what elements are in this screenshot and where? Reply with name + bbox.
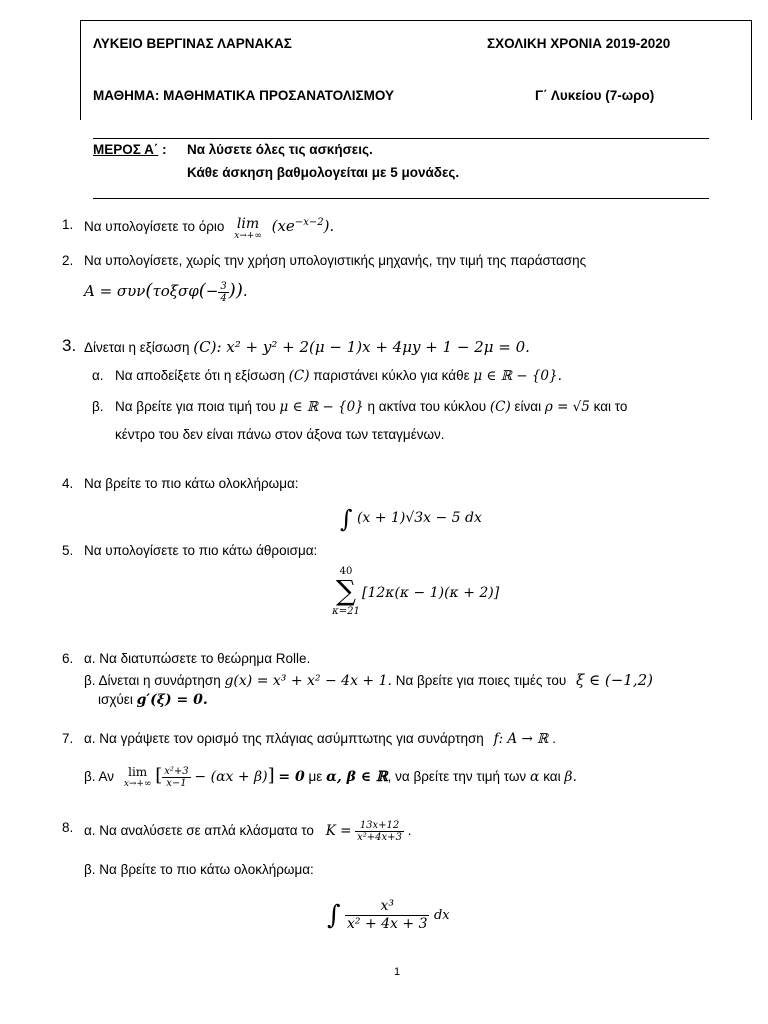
q7b-math5: β. bbox=[564, 769, 577, 785]
q3a-label: α. bbox=[92, 368, 104, 383]
q4-expr: (x + 1)√3x − 5 dx bbox=[356, 510, 482, 526]
q3b-text2: η ακτίνα του κύκλου bbox=[367, 399, 487, 414]
q8-number: 8. bbox=[62, 820, 74, 835]
q1-limit bbox=[234, 217, 262, 241]
q3-number: 3. bbox=[62, 336, 77, 355]
q8b-fraction bbox=[345, 898, 429, 933]
q3b-text4: και το bbox=[593, 399, 628, 414]
q2-paren-open: ( bbox=[145, 280, 153, 301]
q1-text: Να υπολογίσετε το όριο bbox=[84, 219, 225, 234]
bottom-rule bbox=[93, 198, 709, 199]
q7b-text1: β. Αν bbox=[84, 769, 115, 784]
q7b-lim-sub: x→+∞ bbox=[123, 779, 152, 789]
header-box bbox=[80, 20, 752, 120]
q5-number: 5. bbox=[62, 543, 74, 558]
q3b-math2: (C) bbox=[489, 399, 511, 415]
q7a-text: α. Να γράψετε τον ορισμό της πλάγιας ασύμπτωτης για συνάρτηση bbox=[84, 731, 484, 746]
q7b-text3: , να βρείτε την τιμή των bbox=[387, 769, 527, 784]
q3a-math1: (C) bbox=[288, 368, 310, 384]
q1-lim-sub: x→+∞ bbox=[234, 231, 262, 241]
q1-number: 1. bbox=[62, 217, 74, 232]
q7b-bracket-close: ] bbox=[267, 765, 275, 786]
q7b-text4: και bbox=[543, 769, 561, 784]
q3b-label: β. bbox=[92, 399, 104, 414]
q5-sum-upper: 40 bbox=[339, 566, 353, 577]
top-rule bbox=[93, 138, 709, 139]
q6b-math2: ξ ∈ (−1,2) bbox=[575, 671, 654, 689]
q7b-text2: με bbox=[308, 769, 323, 784]
q2-fraction bbox=[218, 281, 228, 304]
q8a-fraction bbox=[355, 820, 404, 843]
q1-lim: lim bbox=[236, 216, 260, 232]
q7-number: 7. bbox=[62, 731, 74, 746]
q1-expr-base: (xe bbox=[271, 217, 295, 235]
q2-lhs: A = συν bbox=[84, 282, 146, 300]
q3b-text3: είναι bbox=[514, 399, 542, 414]
q7b-math1: − (αx + β) bbox=[194, 769, 268, 785]
q7b-frac-den: x−1 bbox=[166, 777, 187, 789]
q3a bbox=[115, 368, 562, 384]
q5-expr: [12κ(κ − 1)(κ + 2)] bbox=[362, 585, 500, 601]
q4-integral-expr bbox=[340, 505, 482, 533]
q7b-math4: α bbox=[529, 769, 540, 785]
q3b-math1: μ ∈ ℝ − {0} bbox=[279, 399, 364, 415]
q7b-lim: lim bbox=[128, 765, 148, 779]
q3b-line2: κέντρο του δεν είναι πάνω στον άξονα των τεταγμένων. bbox=[115, 427, 445, 442]
q6b-text2: Να βρείτε για ποιες τιμές του bbox=[395, 673, 567, 688]
question-1 bbox=[84, 217, 334, 241]
grade: Γ΄ Λυκείου (7-ωρο) bbox=[535, 88, 655, 103]
q8b: β. Να βρείτε το πιο κάτω ολοκλήρωμα: bbox=[84, 862, 314, 877]
q3b-text1: Να βρείτε για ποια τιμή του bbox=[115, 399, 276, 414]
q8a-frac-den: x²+4x+3 bbox=[357, 832, 402, 843]
q2-inner: τοξσφ bbox=[152, 282, 199, 300]
q7b-bracket-open: [ bbox=[155, 765, 163, 786]
part-heading bbox=[93, 142, 167, 157]
q7a bbox=[84, 731, 556, 747]
q6b-text1: β. Δίνεται η συνάρτηση bbox=[84, 673, 221, 688]
q5-sum-lower: κ=21 bbox=[332, 606, 360, 617]
q7b-frac-num: x²+3 bbox=[164, 765, 189, 777]
q2-close: . bbox=[242, 282, 248, 300]
integral-icon: ∫ bbox=[340, 505, 353, 533]
q8b-frac-den: x² + 4x + 3 bbox=[347, 916, 428, 932]
q2-frac-num: 3 bbox=[220, 280, 227, 292]
q2-text: Να υπολογίσετε, χωρίς την χρήση υπολογιστικής μηχανής, την τιμή της παράστασης bbox=[84, 253, 587, 268]
q6b bbox=[84, 671, 653, 689]
part-label: ΜΕΡΟΣ Α΄ bbox=[93, 142, 159, 157]
q8a-lhs: K = bbox=[325, 823, 352, 840]
q2-paren2-close: ) bbox=[228, 280, 236, 301]
q7a-end: . bbox=[552, 731, 557, 746]
q3a-math2: μ ∈ ℝ − {0}. bbox=[473, 368, 562, 384]
q5-text: Να υπολογίσετε το πιο κάτω άθροισμα: bbox=[84, 543, 318, 558]
q8b-dx: dx bbox=[433, 908, 450, 923]
q4-text: Να βρείτε το πιο κάτω ολοκλήρωμα: bbox=[84, 476, 299, 491]
q3b bbox=[115, 399, 627, 415]
q7b-math2: = 0 bbox=[278, 769, 305, 785]
page-number: 1 bbox=[394, 966, 401, 978]
q2-frac-den: 4 bbox=[220, 292, 227, 304]
q3b-math3: ρ = √5 bbox=[544, 399, 590, 415]
sigma-icon: ∑ bbox=[336, 574, 356, 607]
school-year: ΣΧΟΛΙΚΗ ΧΡΟΝΙΑ 2019-2020 bbox=[487, 36, 671, 51]
q7b bbox=[84, 765, 577, 789]
q6b-line2 bbox=[98, 692, 208, 708]
q6-number: 6. bbox=[62, 651, 74, 666]
q2-paren-close: ) bbox=[235, 280, 243, 301]
q6b-math1: g(x) = x³ + x² − 4x + 1. bbox=[224, 673, 392, 689]
q3a-text2: παριστάνει κύκλο για κάθε bbox=[313, 368, 470, 383]
q7b-limit bbox=[124, 765, 152, 789]
q1-close: ). bbox=[323, 217, 335, 235]
part-colon: : bbox=[158, 142, 167, 157]
q6b-line2-text: ισχύει bbox=[98, 692, 133, 707]
q4-number: 4. bbox=[62, 476, 74, 491]
q8a-end: . bbox=[407, 823, 412, 839]
integral-icon: ∫ bbox=[327, 900, 341, 931]
q7a-math: f: A → ℝ bbox=[493, 731, 549, 747]
q3-text: Δίνεται η εξίσωση bbox=[84, 340, 190, 355]
q8a-text: α. Να αναλύσετε σε απλά κλάσματα το bbox=[84, 823, 314, 839]
q2-expression bbox=[84, 280, 248, 304]
q6a: α. Να διατυπώσετε το θεώρημα Rolle. bbox=[84, 651, 311, 666]
q1-expr bbox=[272, 217, 335, 235]
part-instruction-1: Να λύσετε όλες τις ασκήσεις. bbox=[187, 142, 373, 157]
q6b-math3: g′(ξ) = 0. bbox=[136, 692, 208, 708]
q8a bbox=[84, 820, 411, 843]
school-name: ΛΥΚΕΙΟ ΒΕΡΓΙΝΑΣ ΛΑΡΝΑΚΑΣ bbox=[93, 36, 292, 51]
q2-paren2-open: ( bbox=[198, 280, 206, 301]
subject: ΜΑΘΗΜΑ: ΜΑΘΗΜΑΤΙΚΑ ΠΡΟΣΑΝΑΤΟΛΙΣΜΟΥ bbox=[93, 88, 394, 103]
q3a-text1: Να αποδείξετε ότι η εξίσωση bbox=[115, 368, 285, 383]
q3-equation: (C): x² + y² + 2(μ − 1)x + 4μy + 1 − 2μ = 0. bbox=[193, 338, 530, 356]
q2-minus: − bbox=[205, 282, 219, 300]
q1-exponent: −x−2 bbox=[294, 217, 324, 228]
q7b-math3: α, β ∈ ℝ bbox=[326, 769, 388, 785]
question-3 bbox=[84, 338, 530, 356]
q8a-frac-num: 13x+12 bbox=[355, 820, 404, 832]
q8b-integral-expr bbox=[327, 898, 450, 933]
part-instruction-2: Κάθε άσκηση βαθμολογείται με 5 μονάδες. bbox=[187, 165, 460, 180]
q8b-frac-num: x³ bbox=[345, 898, 429, 916]
q2-number: 2. bbox=[62, 253, 74, 268]
q7b-fraction bbox=[162, 766, 190, 789]
